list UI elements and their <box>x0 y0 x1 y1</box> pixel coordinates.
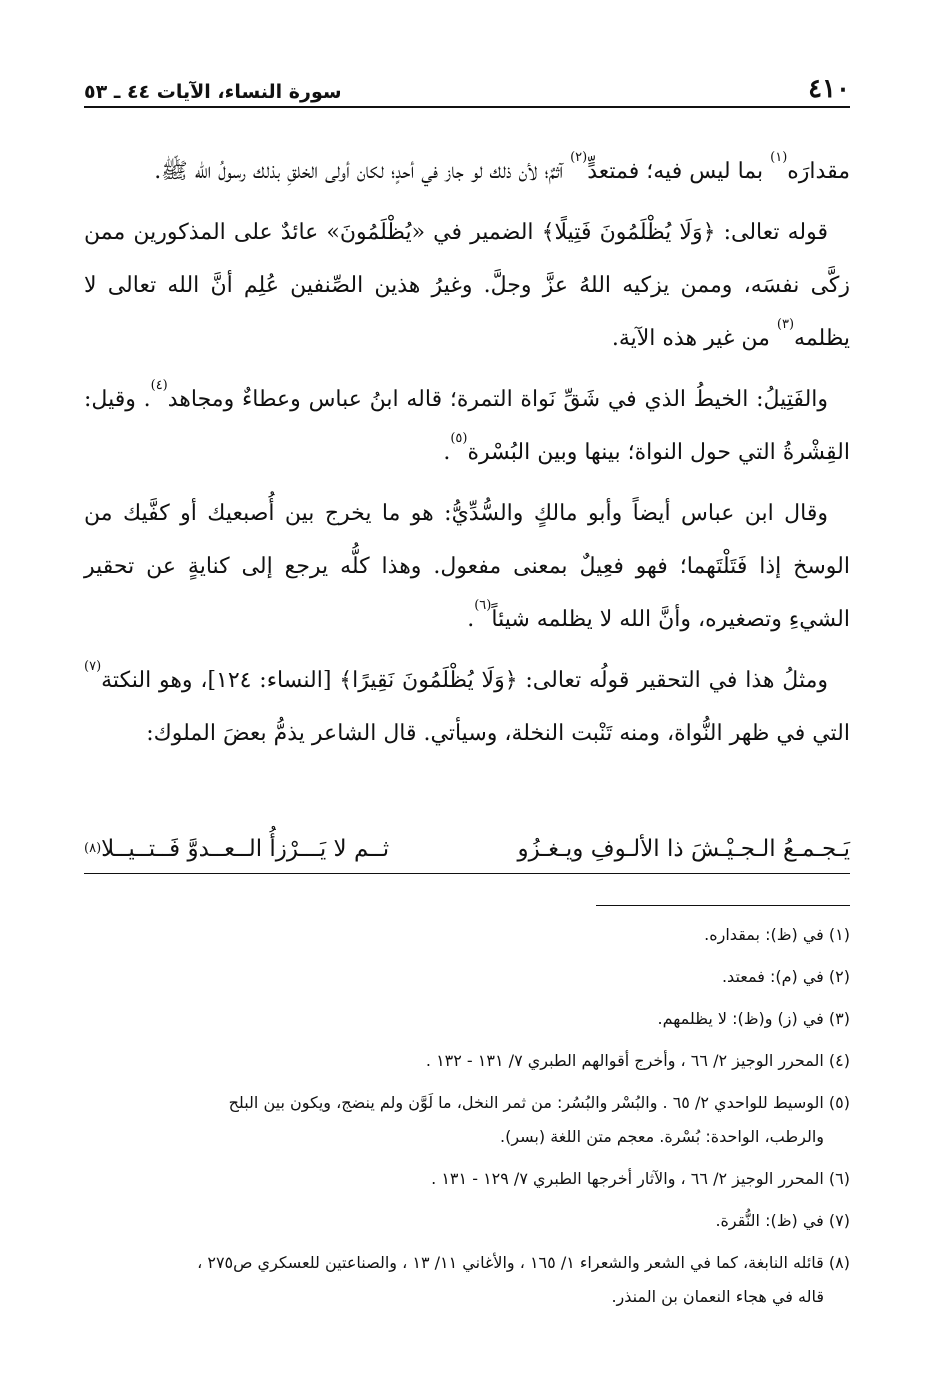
footnote-8 <box>84 1246 850 1314</box>
paragraph-4 <box>84 487 850 646</box>
poem-hemistich-second <box>84 836 389 862</box>
footnote-4: (٤) المحرر الوجيز ٢/ ٦٦ ، وأخرج أقوالهم الطبري ٧/ ١٣١ - ١٣٢ . <box>425 1051 850 1070</box>
main-text <box>84 145 850 768</box>
running-title: سورة النساء، الآيات ٤٤ ـ ٥٣ <box>84 81 342 103</box>
footnote-ref-3: (٣) <box>776 317 795 332</box>
footnote-ref-4: (٤) <box>150 378 168 393</box>
footnotes <box>84 918 850 1322</box>
paragraph-text: . <box>467 607 475 632</box>
poem-verse <box>84 824 850 874</box>
paragraph-5 <box>84 654 850 760</box>
paragraph-1 <box>84 145 850 198</box>
paragraph-text: آثمٌ؛ لأن ذلك لو جاز في أحدٍ؛ لكان أولى الخلقِ بذلك رسولُ الله ﷺ. <box>154 159 571 184</box>
paragraph-text: والفَتِيلُ: الخيطُ الذي في شَقِّ نَواة التمرة؛ قاله ابنُ عباس وعطاءٌ ومجاهد <box>167 387 829 412</box>
paragraph-text: . وقيل: القِشْرةُ التي حول النواة؛ بينها وبين البُسْرة <box>84 387 850 465</box>
page-number: ٤١٠ <box>808 74 850 104</box>
footnote-5-text: (٥) الوسيط للواحدي ٢/ ٦٥ . والبُسْر والبُسُر: من ثمر النخل، ما لَوَّن ولم ينضج، ويكون بين البلح <box>228 1093 850 1112</box>
footnote-7: (٧) في (ظ): النُّقرة. <box>715 1211 850 1230</box>
footnote-6: (٦) المحرر الوجيز ٢/ ٦٦ ، والآثار أخرجها الطبري ٧/ ١٢٩ - ١٣١ . <box>431 1169 850 1188</box>
footnote-ref-6: (٦) <box>474 598 492 613</box>
paragraph-text: وقال ابن عباس أيضاً وأبو مالكٍ والسُّدِّيُّ: هو ما يخرج بين أُصبعيك أو كفَّيك من الوسخ إذا فَتَلْتَهما؛ فهو فعِيلٌ بمعنى مفعول. وهذا كلُّه يرجع إلى كنايةٍ عن تحقير الشيءِ وتصغيره، وأنَّ الله لا يظلمه شيئاً <box>84 501 850 632</box>
footnote-1: (١) في (ظ): بمقداره. <box>704 925 850 944</box>
footnote-3: (٣) في (ز) و(ظ): لا يظلمهم. <box>657 1009 850 1028</box>
footnote-2: (٢) في (م): فمعتد. <box>721 967 850 986</box>
footnote-8-continuation: قاله في هجاء النعمان بن المنذر. <box>611 1287 824 1306</box>
paragraph-text: التي في ظهر النُّواة، ومنه تَنْبت النخلة، وسيأتي. قال الشاعر يذمُّ بعضَ الملوك: <box>146 721 850 746</box>
poem-rule <box>84 873 850 874</box>
footnote-ref-7: (٧) <box>84 659 102 674</box>
paragraph-text: قوله تعالى: ﴿وَلَا يُظْلَمُونَ فَتِيلًا﴾ الضمير في «يُظْلَمُونَ» عائدٌ على المذكورين ممن زكَّى نفسَه، وممن يزكيه اللهُ عزَّ وجلَّ. وغيرُ هذين الصِّنفين عُلِم أنَّ الله تعالى لا يظلمه <box>84 220 850 351</box>
footnote-ref-1: (١) <box>770 150 788 165</box>
footnote-separator <box>596 905 850 906</box>
paragraph-text: بما ليس فيه؛ فمتعدٍّ <box>587 159 771 184</box>
footnote-5-continuation: والرطب، الواحدة: بُسْرة. معجم متن اللغة (بسر). <box>500 1127 824 1146</box>
header-rule <box>84 106 850 108</box>
page-header <box>84 62 850 102</box>
paragraph-text: من غير هذه الآية. <box>611 326 777 351</box>
footnote-8-text: (٨) قائله النابغة، كما في الشعر والشعراء ١/ ١٦٥ ، والأغاني ١١/ ١٣ ، والصناعتين للعسكري ص٢٧٥ ، <box>197 1253 850 1272</box>
paragraph-text: مقدارَه <box>787 159 850 184</box>
paragraph-text: ومثلُ هذا في التحقير قولُه تعالى: ﴿وَلَا يُظْلَمُونَ نَقِيرًا﴾ [النساء: ١٢٤]، وهو النكتة <box>101 668 828 693</box>
poem-hemistich-first: يَـجـمـعُ الـجـيْـشَ ذا الألـوفِ ويـغـزُو <box>517 836 850 862</box>
footnote-5 <box>84 1086 850 1154</box>
paragraph-2 <box>84 206 850 365</box>
paragraph-3 <box>84 373 850 479</box>
paragraph-text: . <box>443 440 451 465</box>
footnote-ref-5: (٥) <box>450 431 468 446</box>
footnote-ref-8: (٨) <box>84 841 102 856</box>
poem-hemistich-text: ثــم لا يَـــرْزأُ الــعــدوَّ فَــتــيــلا <box>101 836 390 862</box>
footnote-ref-2: (٢) <box>570 150 588 165</box>
